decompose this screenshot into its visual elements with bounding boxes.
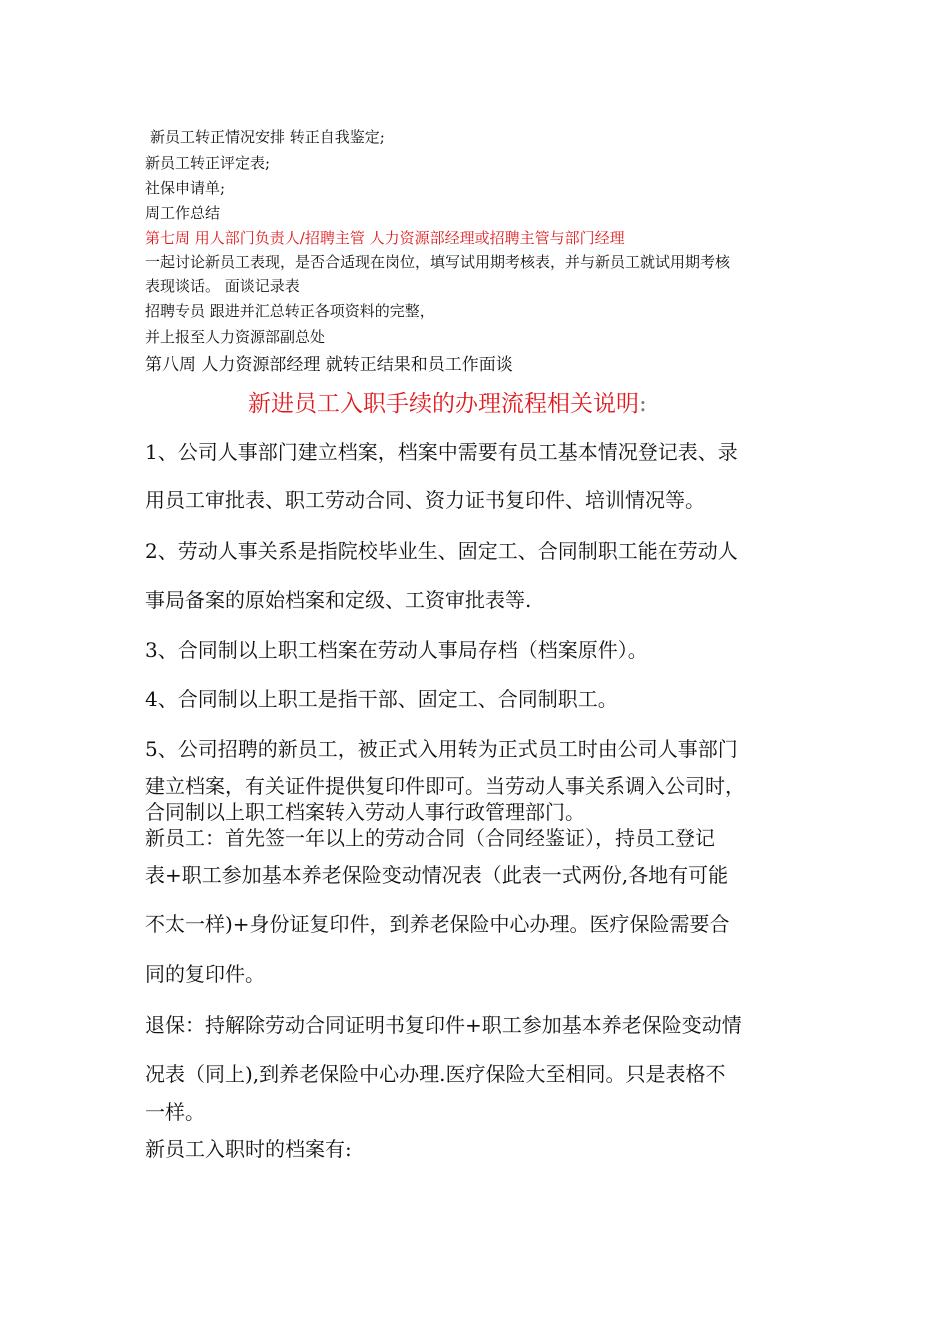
para-1-line-1: 1、公司人事部门建立档案，档案中需要有员工基本情况登记表、录	[145, 440, 738, 464]
para-7-line-2: 况表（同上),到养老保险中心办理.医疗保险大至相同。只是表格不	[145, 1062, 726, 1086]
para-6-line-1: 新员工：首先签一年以上的劳动合同（合同经鉴证），持员工登记	[145, 826, 715, 850]
para-5-line-1: 5、公司招聘的新员工，被正式入用转为正式员工时由公司人事部门	[145, 737, 738, 761]
weekly-line-8: 招聘专员 跟进并汇总转正各项资料的完整，	[145, 302, 435, 320]
week8-heading: 第八周 人力资源部经理 就转正结果和员工作面谈	[145, 355, 513, 375]
section-title-colon: :	[639, 391, 647, 417]
weekly-line-4: 周工作总结	[145, 204, 221, 222]
para-5-line-3: 合同制以上职工档案转入劳动人事行政管理部门。	[145, 800, 585, 824]
para-8: 新员工入职时的档案有:	[145, 1137, 352, 1161]
weekly-line-6: 一起讨论新员工表现，是否合适现在岗位，填写试用期考核表，并与新员工就试用期考核	[145, 253, 731, 271]
para-6-line-3: 不太一样)+身份证复印件，到养老保险中心办理。医疗保险需要合	[145, 912, 730, 936]
para-5-line-2: 建立档案，有关证件提供复印件即可。当劳动人事关系调入公司时，	[145, 774, 745, 798]
weekly-line-2: 新员工转正评定表;	[145, 154, 271, 172]
para-6-line-4: 同的复印件。	[145, 962, 265, 986]
para-2-line-2: 事局备案的原始档案和定级、工资审批表等.	[145, 588, 532, 612]
weekly-line-9: 并上报至人力资源部副总处	[145, 328, 326, 346]
para-7-line-1: 退保：持解除劳动合同证明书复印件+职工参加基本养老保险变动情	[145, 1013, 742, 1037]
weekly-line-1: 新员工转正情况安排 转正自我鉴定;	[150, 128, 385, 146]
section-title-text: 新进员工入职手续的办理流程相关说明	[248, 391, 639, 417]
weekly-line-7: 表现谈话。 面谈记录表	[145, 277, 300, 295]
week7-heading: 第七周 用人部门负责人/招聘主管 人力资源部经理或招聘主管与部门经理	[145, 229, 625, 247]
para-6-line-2: 表+职工参加基本养老保险变动情况表（此表一式两份,各地有可能	[145, 863, 729, 887]
para-4: 4、合同制以上职工是指干部、固定工、合同制职工。	[145, 687, 618, 711]
section-title	[248, 385, 647, 418]
para-2-line-1: 2、劳动人事关系是指院校毕业生、固定工、合同制职工能在劳动人	[145, 539, 738, 563]
para-1-line-2: 用员工审批表、职工劳动合同、资力证书复印件、培训情况等。	[145, 488, 705, 512]
para-3: 3、合同制以上职工档案在劳动人事局存档（档案原件）。	[145, 638, 648, 662]
weekly-line-3: 社保申请单;	[145, 179, 226, 197]
para-7-line-3: 一样。	[145, 1100, 205, 1124]
